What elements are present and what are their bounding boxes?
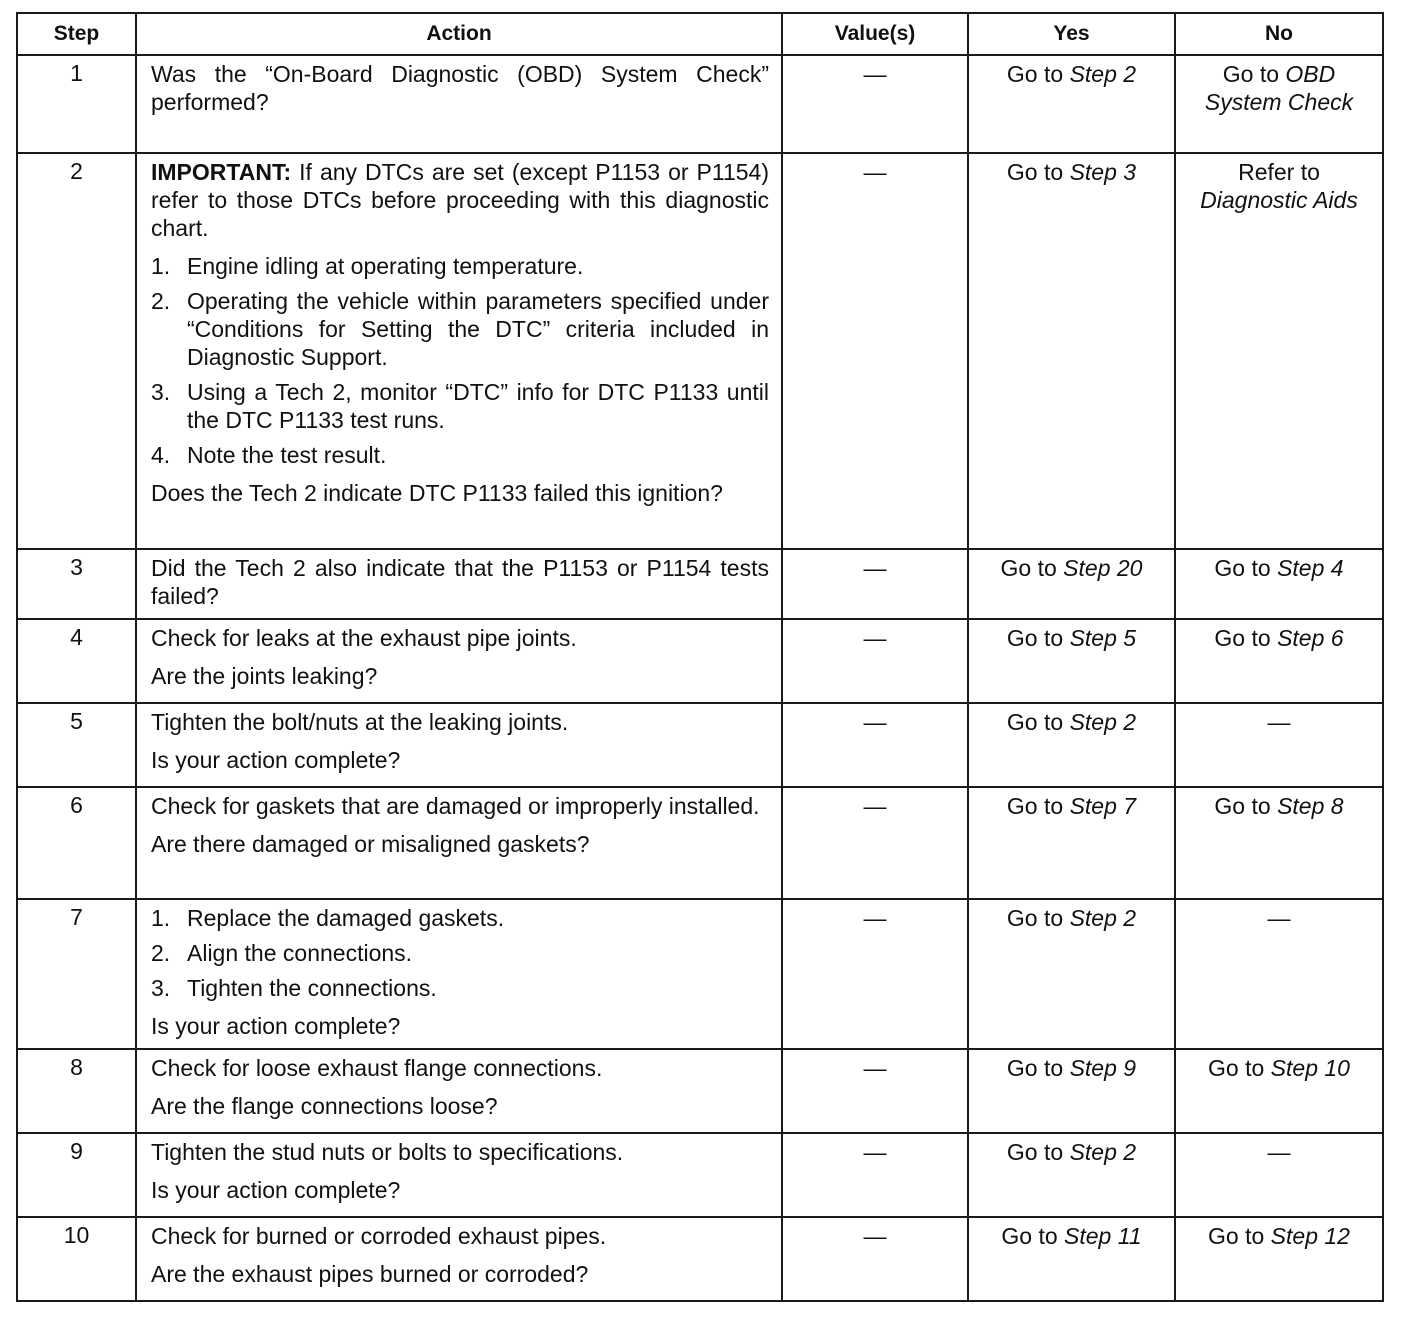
step-number: 10 <box>17 1217 136 1301</box>
no-prefix: Go to <box>1214 793 1271 819</box>
yes-target-link[interactable]: Step 9 <box>1069 1055 1137 1081</box>
yes-cell <box>968 549 1175 619</box>
list-item <box>151 974 769 1002</box>
action-question: Was the “On-Board Diagnostic (OBD) System Check” performed? <box>151 61 769 115</box>
action-question: Is your action complete? <box>151 747 401 773</box>
list-item-text: Align the connections. <box>187 940 413 966</box>
no-cell <box>1175 1217 1383 1301</box>
no-target-link[interactable]: Step 12 <box>1270 1223 1350 1249</box>
table-row <box>17 787 1383 899</box>
action-question: Does the Tech 2 indicate DTC P1133 failed this ignition? <box>151 480 723 506</box>
list-item-text: Engine idling at operating temperature. <box>187 253 584 279</box>
header-yes: Yes <box>968 13 1175 55</box>
value-cell: — <box>782 703 968 787</box>
table-row <box>17 703 1383 787</box>
step-number: 1 <box>17 55 136 153</box>
header-no: No <box>1175 13 1383 55</box>
no-target-link[interactable]: OBD System Check <box>1204 61 1354 115</box>
value-cell: — <box>782 55 968 153</box>
no-prefix: Go to <box>1214 625 1271 651</box>
list-item-number: 2. <box>151 288 171 314</box>
action-instruction: Tighten the bolt/nuts at the leaking joints. <box>151 709 569 735</box>
header-action: Action <box>136 13 782 55</box>
no-prefix: Go to <box>1214 555 1271 581</box>
table-row <box>17 55 1383 153</box>
table-row <box>17 1133 1383 1217</box>
diagnostic-table <box>16 12 1384 1302</box>
step-number: 4 <box>17 619 136 703</box>
no-cell <box>1175 55 1383 153</box>
no-cell <box>1175 1049 1383 1133</box>
list-item <box>151 939 769 967</box>
list-item <box>151 441 769 469</box>
action-question: Is your action complete? <box>151 1177 401 1203</box>
step-number: 9 <box>17 1133 136 1217</box>
action-cell <box>136 703 782 787</box>
action-steps-list <box>151 252 769 469</box>
no-target-link[interactable]: Step 6 <box>1277 625 1344 651</box>
header-values: Value(s) <box>782 13 968 55</box>
list-item-text: Replace the damaged gaskets. <box>187 905 505 931</box>
action-cell <box>136 1049 782 1133</box>
header-step: Step <box>17 13 136 55</box>
step-number: 7 <box>17 899 136 1049</box>
yes-target-link[interactable]: Step 5 <box>1069 625 1137 651</box>
table-row <box>17 899 1383 1049</box>
step-number: 6 <box>17 787 136 899</box>
action-question: Did the Tech 2 also indicate that the P1153 or P1154 tests failed? <box>151 555 769 609</box>
action-cell <box>136 899 782 1049</box>
important-label: IMPORTANT: <box>151 159 292 185</box>
table-row <box>17 549 1383 619</box>
no-target-link[interactable]: Step 4 <box>1277 555 1344 581</box>
yes-cell <box>968 899 1175 1049</box>
yes-target-link[interactable]: Step 2 <box>1069 61 1137 87</box>
value-cell: — <box>782 1217 968 1301</box>
yes-cell <box>968 1133 1175 1217</box>
step-number: 5 <box>17 703 136 787</box>
yes-cell <box>968 619 1175 703</box>
list-item-number: 2. <box>151 940 171 966</box>
list-item-text: Operating the vehicle within parameters specified under “Conditions for Setting the DTC” criteria included in Diagnostic Support. <box>187 288 769 370</box>
no-cell: — <box>1175 703 1383 787</box>
action-question: Is your action complete? <box>151 1013 401 1039</box>
important-note <box>151 158 769 242</box>
list-item <box>151 252 769 280</box>
no-target-link[interactable]: Step 8 <box>1277 793 1344 819</box>
yes-prefix: Go to <box>1006 709 1064 735</box>
action-cell <box>136 787 782 899</box>
yes-target-link[interactable]: Step 2 <box>1069 1139 1137 1165</box>
yes-target-link[interactable]: Step 11 <box>1064 1223 1142 1249</box>
list-item-text: Note the test result. <box>187 442 387 468</box>
value-cell: — <box>782 1049 968 1133</box>
table-row <box>17 1049 1383 1133</box>
action-cell <box>136 619 782 703</box>
action-steps-list <box>151 904 769 1002</box>
action-instruction: Check for gaskets that are damaged or improperly installed. <box>151 793 760 819</box>
value-cell: — <box>782 899 968 1049</box>
yes-prefix: Go to <box>1000 555 1057 581</box>
step-number: 3 <box>17 549 136 619</box>
no-cell <box>1175 619 1383 703</box>
value-cell: — <box>782 619 968 703</box>
yes-prefix: Go to <box>1001 1223 1058 1249</box>
no-prefix: Go to <box>1208 1223 1265 1249</box>
important-text: If any DTCs are set (except P1153 or P1154) refer to those DTCs before proceeding with this diagnostic chart. <box>151 159 770 241</box>
list-item-text: Using a Tech 2, monitor “DTC” info for DTC P1133 until the DTC P1133 test runs. <box>187 379 769 433</box>
yes-cell <box>968 55 1175 153</box>
yes-prefix: Go to <box>1006 159 1064 185</box>
action-instruction: Tighten the stud nuts or bolts to specifications. <box>151 1139 624 1165</box>
table-body <box>17 55 1383 1301</box>
yes-cell <box>968 1217 1175 1301</box>
no-cell <box>1175 549 1383 619</box>
value-cell: — <box>782 1133 968 1217</box>
value-cell: — <box>782 549 968 619</box>
list-item-number: 3. <box>151 379 171 405</box>
table-row <box>17 1217 1383 1301</box>
yes-prefix: Go to <box>1006 1139 1064 1165</box>
no-target-link[interactable]: Step 10 <box>1270 1055 1350 1081</box>
yes-target-link[interactable]: Step 3 <box>1069 159 1137 185</box>
action-cell <box>136 1217 782 1301</box>
yes-cell <box>968 1049 1175 1133</box>
yes-target-link[interactable]: Step 2 <box>1069 709 1137 735</box>
action-question: Are the exhaust pipes burned or corroded? <box>151 1261 589 1287</box>
list-item-number: 4. <box>151 442 171 468</box>
list-item-number: 3. <box>151 975 171 1001</box>
yes-cell <box>968 153 1175 549</box>
action-instruction: Check for leaks at the exhaust pipe joints. <box>151 625 577 651</box>
no-cell: — <box>1175 899 1383 1049</box>
yes-target-link[interactable]: Step 20 <box>1063 555 1143 581</box>
list-item <box>151 904 769 932</box>
list-item <box>151 378 769 434</box>
action-question: Are the joints leaking? <box>151 663 378 689</box>
no-cell <box>1175 153 1383 549</box>
action-instruction: Check for burned or corroded exhaust pipes. <box>151 1223 607 1249</box>
list-item-text: Tighten the connections. <box>187 975 437 1001</box>
action-question: Are the flange connections loose? <box>151 1093 498 1119</box>
action-cell <box>136 153 782 549</box>
table-row <box>17 153 1383 549</box>
action-cell <box>136 549 782 619</box>
yes-prefix: Go to <box>1006 61 1064 87</box>
yes-prefix: Go to <box>1006 1055 1064 1081</box>
list-item-number: 1. <box>151 253 171 279</box>
action-cell <box>136 55 782 153</box>
action-question: Are there damaged or misaligned gaskets? <box>151 831 590 857</box>
no-prefix: Go to <box>1222 61 1280 87</box>
header-row <box>17 13 1383 55</box>
yes-target-link[interactable]: Step 7 <box>1069 793 1137 819</box>
no-target-link[interactable]: Diagnostic Aids <box>1200 187 1358 213</box>
yes-cell <box>968 703 1175 787</box>
yes-prefix: Go to <box>1006 905 1064 931</box>
no-cell <box>1175 787 1383 899</box>
list-item-number: 1. <box>151 905 171 931</box>
table-row <box>17 619 1383 703</box>
no-cell: — <box>1175 1133 1383 1217</box>
value-cell: — <box>782 153 968 549</box>
yes-prefix: Go to <box>1006 625 1064 651</box>
no-prefix: Refer to <box>1238 159 1320 185</box>
yes-prefix: Go to <box>1006 793 1064 819</box>
list-item <box>151 287 769 371</box>
action-cell <box>136 1133 782 1217</box>
yes-target-link[interactable]: Step 2 <box>1069 905 1137 931</box>
no-prefix: Go to <box>1208 1055 1265 1081</box>
step-number: 8 <box>17 1049 136 1133</box>
action-instruction: Check for loose exhaust flange connections. <box>151 1055 603 1081</box>
step-number: 2 <box>17 153 136 549</box>
value-cell: — <box>782 787 968 899</box>
yes-cell <box>968 787 1175 899</box>
